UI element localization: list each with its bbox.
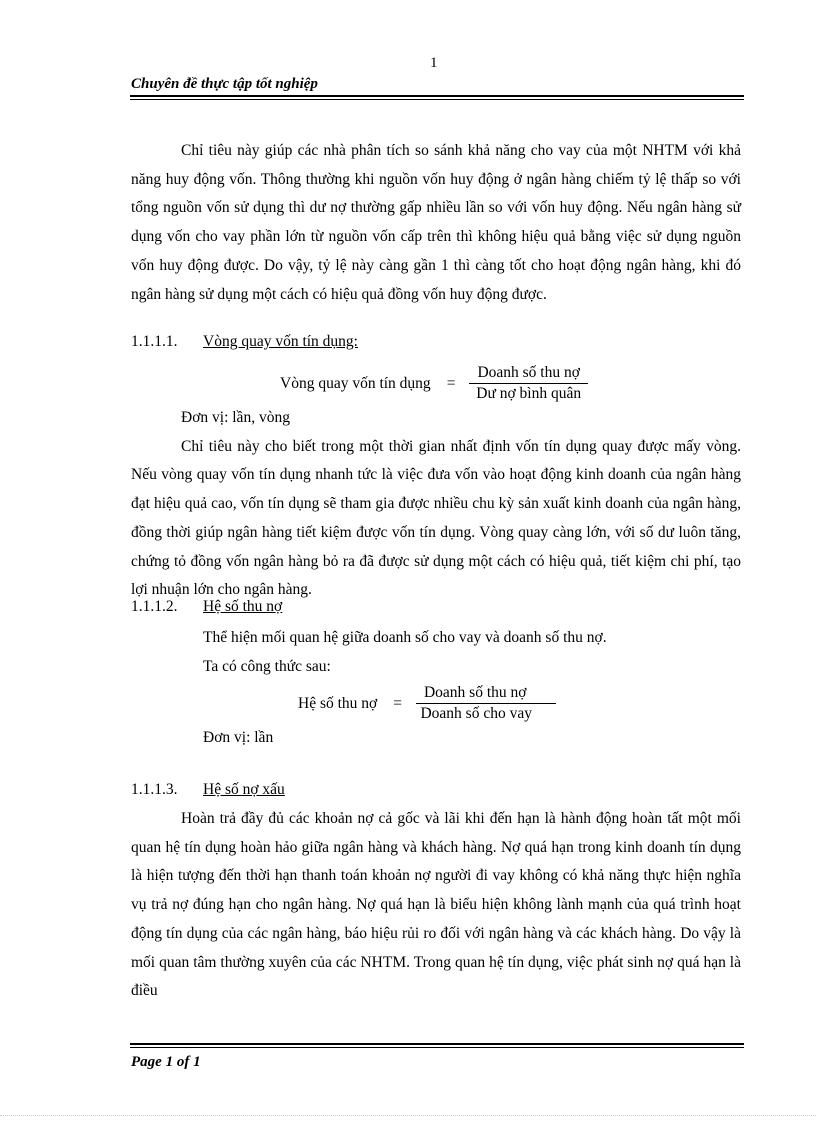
formula-lhs: Vòng quay vốn tín dụng <box>280 374 431 392</box>
section3-body <box>131 805 741 1006</box>
intro-text: Chỉ tiêu này giúp các nhà phân tích so sánh khả năng cho vay của một NHTM với khả năng huy động vốn. Thông thường khi nguồn vốn huy động ở ngân hàng chiếm tỷ lệ thấp so với tổng nguồn vốn sử dụng thì dư nợ thường gấp nhiều lần so với vốn huy động. Nếu ngân hàng sử dụng vốn cho vay phần lớn từ nguồn vốn cấp trên thì không hiệu quả bằng việc sử dụng nguồn vốn huy động được. Do vậy, tỷ lệ này càng gần 1 thì càng tốt cho hoạt động ngân hàng, khi đó ngân hàng sử dụng một cách có hiệu quả đồng vốn huy động được. <box>131 142 741 303</box>
section1-body <box>131 404 741 605</box>
formula-fraction <box>469 364 587 403</box>
intro-paragraph <box>131 137 741 309</box>
footer-rule-bottom <box>130 1047 744 1048</box>
section-number: 1.1.1.1. <box>131 333 178 350</box>
section-title: Hệ số nợ xấu <box>203 781 285 798</box>
formula-equals: = <box>393 694 402 712</box>
section-heading-3 <box>131 781 285 799</box>
formula-collection-ratio <box>298 684 556 723</box>
formula-numerator: Doanh số thu nợ <box>469 364 587 384</box>
formula-denominator: Dư nợ bình quân <box>476 385 582 402</box>
unit-line: Đơn vị: lần <box>203 729 274 746</box>
header-title: Chuyên đề thực tập tốt nghiệp <box>131 76 318 92</box>
section-heading-1 <box>131 333 358 351</box>
section-number: 1.1.1.2. <box>131 598 178 615</box>
footer-rule-top <box>130 1043 744 1045</box>
section-number: 1.1.1.3. <box>131 781 178 798</box>
unit-line: Đơn vị: lần, vòng <box>181 409 290 426</box>
footer-page-label: Page 1 of 1 <box>131 1054 201 1070</box>
section2-unit <box>131 724 741 753</box>
section2-line1: Thể hiện mối quan hệ giữa doanh số cho vay và doanh số thu nợ. <box>203 629 607 646</box>
header-rule-bottom <box>130 99 744 100</box>
section2-body <box>131 624 741 681</box>
formula-lhs: Hệ số thu nợ <box>298 694 378 712</box>
header-rule-top <box>130 95 744 97</box>
formula-numerator: Doanh số thu nợ <box>416 684 556 704</box>
section-heading-2 <box>131 598 282 616</box>
formula-credit-turnover <box>280 364 588 403</box>
section2-line2: Ta có công thức sau: <box>203 657 331 675</box>
section1-text: Chỉ tiêu này cho biết trong một thời gian nhất định vốn tín dụng quay được mấy vòng. Nếu vòng quay vốn tín dụng nhanh tức là việc đưa vốn vào hoạt động kinh doanh của ngân hàng đạt hiệu quả cao, vốn tín dụng sẽ tham gia được nhiều chu kỳ sản xuất kinh doanh của ngân hàng, đồng thời giúp ngân hàng tiết kiệm được vốn tín dụng. Vòng quay càng lớn, với số dư luôn tăng, chứng tỏ đồng vốn ngân hàng bỏ ra đã được sử dụng một cách có hiệu quả, tiết kiệm chi phí, tạo lợi nhuận lớn cho ngân hàng. <box>131 437 741 599</box>
formula-fraction <box>416 684 556 723</box>
section3-text: Hoàn trả đầy đủ các khoản nợ cả gốc và lãi khi đến hạn là hành động hoàn tất một mối quan hệ tín dụng hoàn hảo giữa ngân hàng và khách hàng. Nợ quá hạn trong kinh doanh tín dụng là hiện tượng đến thời hạn thanh toán khoản nợ người đi vay không có khả năng thực hiện nghĩa vụ trả nợ đúng hạn cho ngân hàng. Nợ quá hạn là biểu hiện không lành mạnh của quá trình hoạt động tín dụng của các ngân hàng, báo hiệu rủi ro đối với ngân hàng và các khách hàng. Do vậy là mối quan tâm thường xuyên của các NHTM. Trong quan hệ tín dụng, việc phát sinh nợ quá hạn là điều <box>131 810 741 1000</box>
page-edge-divider <box>0 1115 816 1116</box>
section-title: Hệ số thu nợ <box>203 598 283 615</box>
page-number: 1 <box>430 55 438 71</box>
formula-denominator: Doanh số cho vay <box>420 705 532 722</box>
formula-equals: = <box>446 374 456 392</box>
section-title: Vòng quay vốn tín dụng: <box>203 333 358 350</box>
